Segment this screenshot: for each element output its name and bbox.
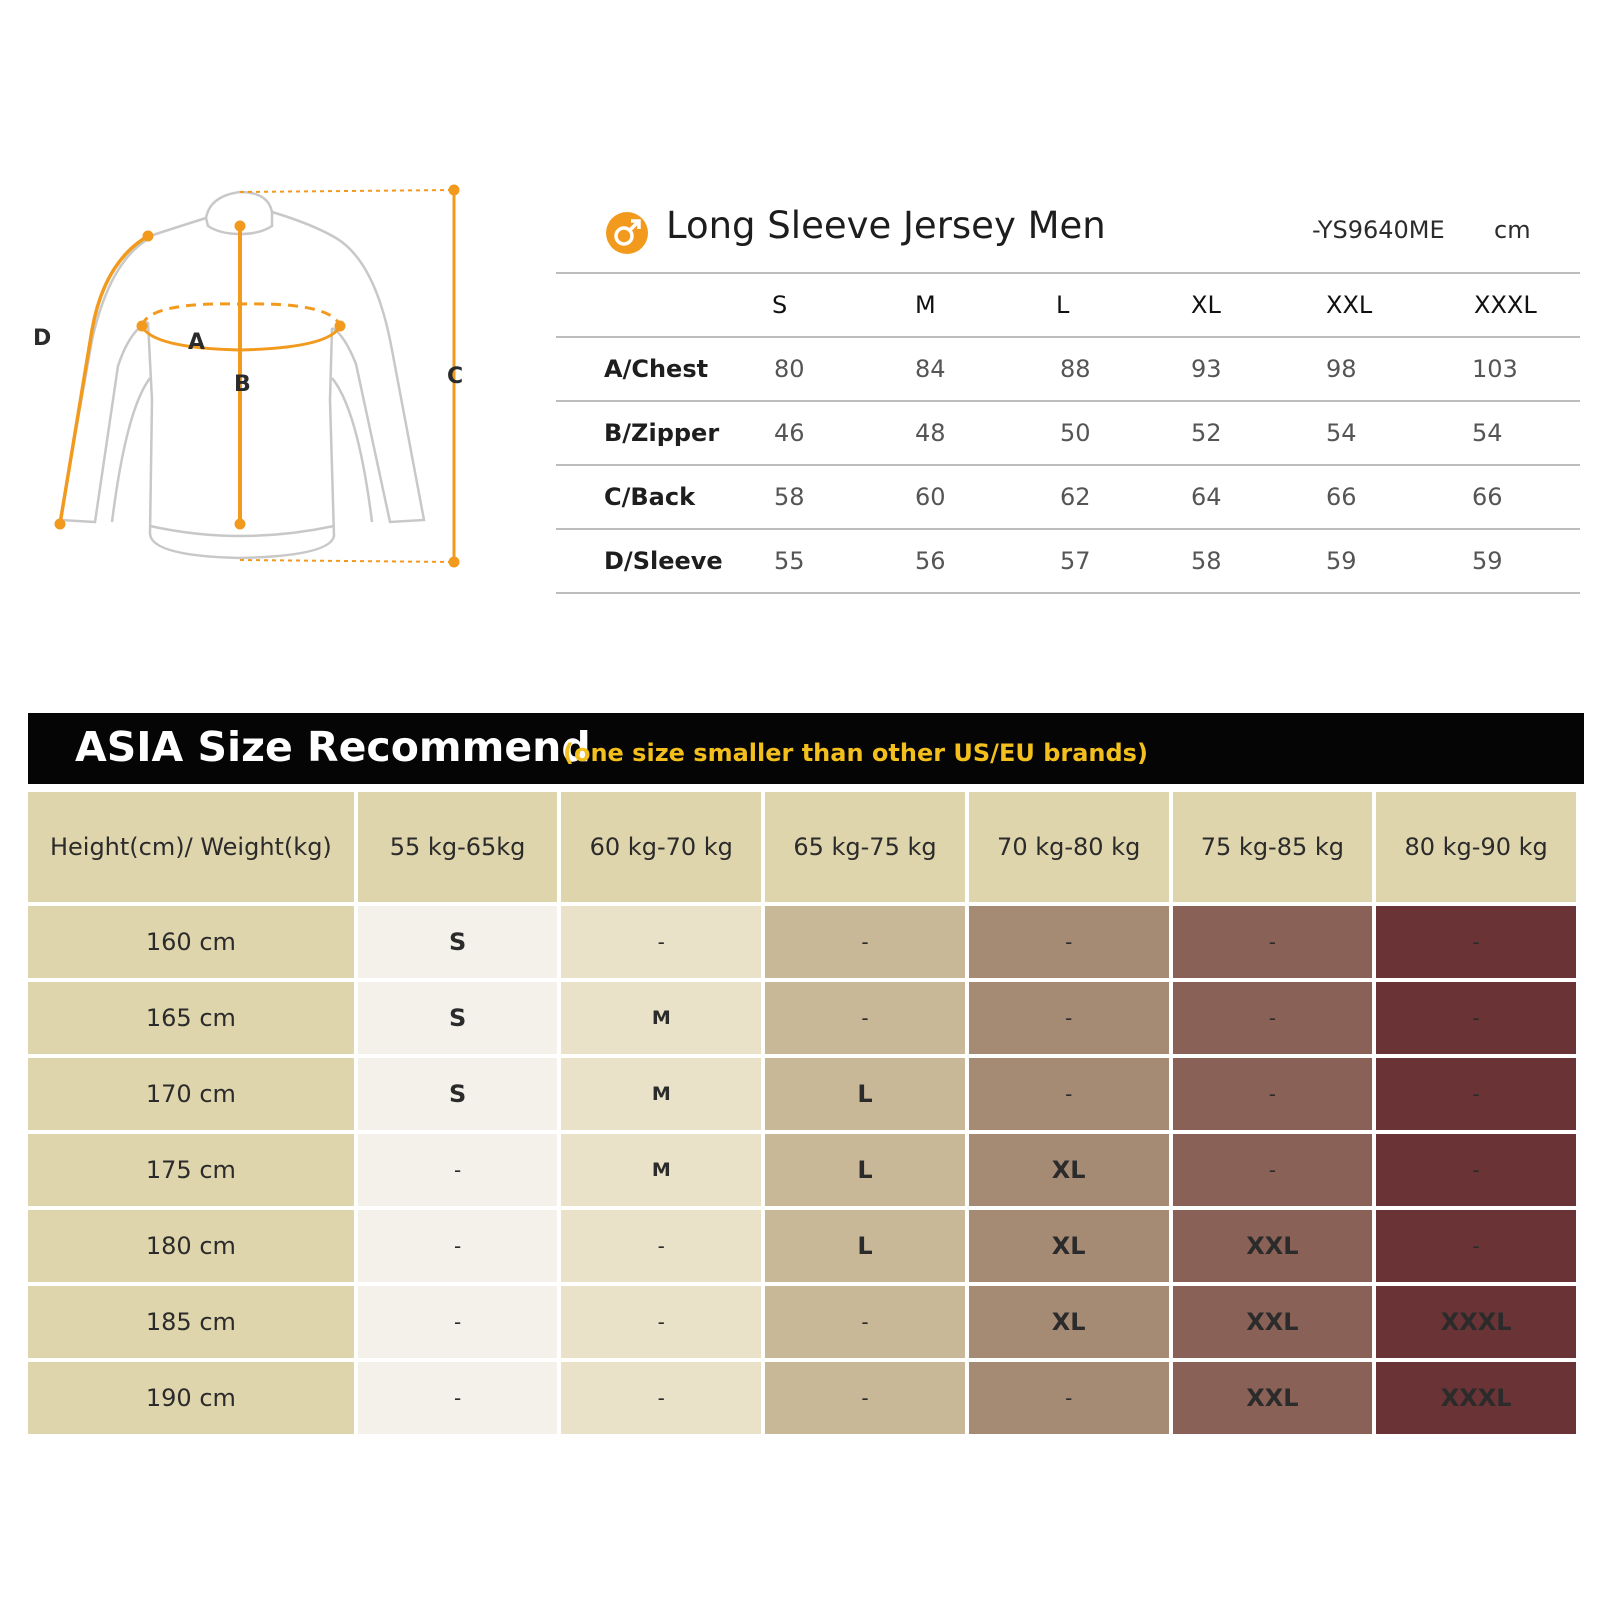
value-cell: 98 (1326, 355, 1357, 383)
size-cell: - (765, 982, 965, 1054)
size-cell: L (765, 1058, 965, 1130)
size-cell: - (1173, 1058, 1373, 1130)
value-cell: 59 (1326, 547, 1357, 575)
size-cell: S (358, 1058, 558, 1130)
label-c: C (447, 364, 464, 389)
size-header-row (556, 273, 1580, 337)
height-row (28, 1058, 1576, 1130)
measurement-row (556, 337, 1580, 401)
size-header: XXXL (1474, 291, 1537, 319)
size-cell: - (1173, 906, 1373, 978)
value-cell: 57 (1060, 547, 1091, 575)
value-cell: 58 (1191, 547, 1222, 575)
size-cell: - (358, 1134, 558, 1206)
size-cell: - (1376, 1058, 1576, 1130)
size-cell: - (1376, 982, 1576, 1054)
size-recommend-table (24, 788, 1580, 1438)
value-cell: 84 (915, 355, 946, 383)
weight-header: 55 kg-65kg (358, 792, 558, 902)
size-cell: XXL (1173, 1286, 1373, 1358)
value-cell: 52 (1191, 419, 1222, 447)
row-label: C/Back (604, 483, 696, 511)
size-cell: M (561, 1134, 761, 1206)
jersey-measurement-diagram (0, 150, 520, 600)
measurement-row (556, 401, 1580, 465)
label-a: A (188, 330, 206, 355)
value-cell: 103 (1472, 355, 1518, 383)
size-cell: - (765, 906, 965, 978)
size-cell: - (1173, 1134, 1373, 1206)
height-label: 170 cm (28, 1058, 354, 1130)
value-cell: 59 (1472, 547, 1503, 575)
value-cell: 62 (1060, 483, 1091, 511)
value-cell: 46 (774, 419, 805, 447)
size-header: L (1056, 291, 1070, 319)
height-row (28, 906, 1576, 978)
value-cell: 54 (1472, 419, 1503, 447)
size-cell: - (561, 1362, 761, 1434)
height-label: 165 cm (28, 982, 354, 1054)
size-cell: - (765, 1362, 965, 1434)
size-cell: XL (969, 1286, 1169, 1358)
weight-header: 75 kg-85 kg (1173, 792, 1373, 902)
height-row (28, 1362, 1576, 1434)
size-cell: M (561, 1058, 761, 1130)
size-cell: XL (969, 1210, 1169, 1282)
value-cell: 60 (915, 483, 946, 511)
weight-header: 65 kg-75 kg (765, 792, 965, 902)
size-header: M (915, 291, 936, 319)
height-label: 185 cm (28, 1286, 354, 1358)
size-cell: - (1376, 1134, 1576, 1206)
measurement-header (556, 190, 1580, 272)
unit-label: cm (1494, 216, 1531, 244)
recommend-title: ASIA Size Recommend (75, 723, 591, 771)
height-row (28, 1286, 1576, 1358)
size-cell: - (1173, 982, 1373, 1054)
weight-header: 70 kg-80 kg (969, 792, 1169, 902)
size-cell: XXL (1173, 1362, 1373, 1434)
weight-header-row (28, 792, 1576, 902)
size-cell: S (358, 906, 558, 978)
size-cell: - (969, 982, 1169, 1054)
weight-header: 80 kg-90 kg (1376, 792, 1576, 902)
size-cell: - (561, 906, 761, 978)
size-cell: XXXL (1376, 1286, 1576, 1358)
size-cell: - (561, 1210, 761, 1282)
size-cell: XXL (1173, 1210, 1373, 1282)
value-cell: 54 (1326, 419, 1357, 447)
size-cell: - (765, 1286, 965, 1358)
size-measurement-section (556, 190, 1580, 594)
value-cell: 58 (774, 483, 805, 511)
size-cell: - (1376, 1210, 1576, 1282)
jersey-outline-illustration (0, 150, 520, 600)
measurement-row (556, 465, 1580, 529)
size-cell: - (561, 1286, 761, 1358)
size-cell: - (969, 1362, 1169, 1434)
value-cell: 64 (1191, 483, 1222, 511)
label-d: D (33, 326, 52, 351)
size-cell: - (969, 1058, 1169, 1130)
size-cell: - (358, 1286, 558, 1358)
product-code: -YS9640ME (1312, 216, 1445, 244)
weight-header: 60 kg-70 kg (561, 792, 761, 902)
corner-cell (556, 273, 760, 337)
label-b: B (234, 372, 251, 397)
value-cell: 48 (915, 419, 946, 447)
size-cell: M (561, 982, 761, 1054)
height-row (28, 1134, 1576, 1206)
row-label: B/Zipper (604, 419, 720, 447)
size-cell: - (358, 1362, 558, 1434)
size-cell: S (358, 982, 558, 1054)
value-cell: 80 (774, 355, 805, 383)
size-cell: - (358, 1210, 558, 1282)
value-cell: 55 (774, 547, 805, 575)
size-header: S (772, 291, 788, 319)
size-cell: - (969, 906, 1169, 978)
row-label: D/Sleeve (604, 547, 723, 575)
size-cell: XL (969, 1134, 1169, 1206)
row-label: A/Chest (604, 355, 709, 383)
height-label: 180 cm (28, 1210, 354, 1282)
height-row (28, 982, 1576, 1054)
value-cell: 56 (915, 547, 946, 575)
measurement-row (556, 529, 1580, 593)
recommend-banner (28, 713, 1584, 784)
size-cell: - (1376, 906, 1576, 978)
recommend-subtitle: (one size smaller than other US/EU brands) (563, 739, 1148, 767)
size-cell: XXXL (1376, 1362, 1576, 1434)
corner-header: Height(cm)/ Weight(kg) (28, 792, 354, 902)
size-header: XXL (1326, 291, 1373, 319)
height-label: 190 cm (28, 1362, 354, 1434)
size-header: XL (1191, 291, 1221, 319)
value-cell: 66 (1326, 483, 1357, 511)
value-cell: 93 (1191, 355, 1222, 383)
size-cell: L (765, 1134, 965, 1206)
value-cell: 50 (1060, 419, 1091, 447)
male-symbol-icon (604, 210, 650, 256)
size-cell: L (765, 1210, 965, 1282)
value-cell: 66 (1472, 483, 1503, 511)
measurement-table (556, 272, 1580, 594)
product-title: Long Sleeve Jersey Men (666, 204, 1106, 247)
height-row (28, 1210, 1576, 1282)
height-label: 160 cm (28, 906, 354, 978)
value-cell: 88 (1060, 355, 1091, 383)
height-label: 175 cm (28, 1134, 354, 1206)
